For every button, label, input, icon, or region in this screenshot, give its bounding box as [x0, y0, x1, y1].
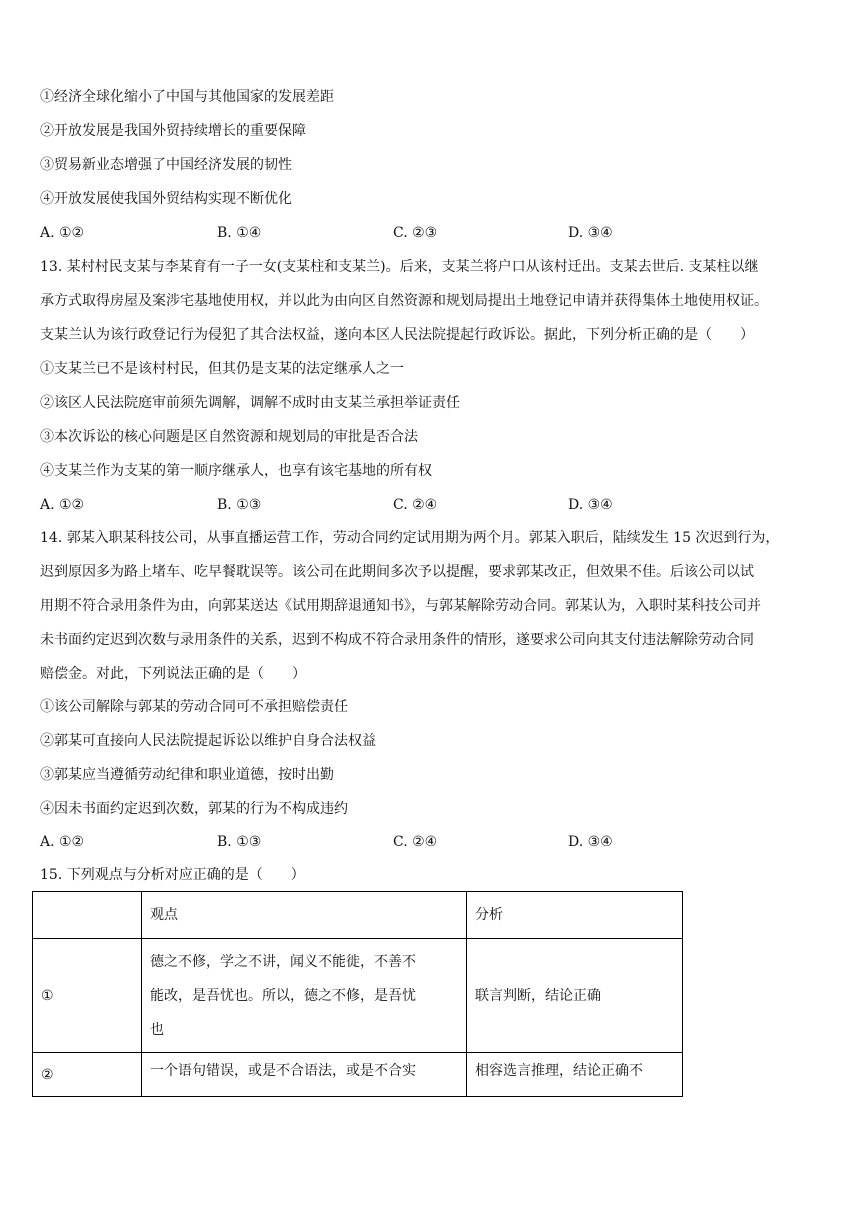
q13-option-d[interactable]: D. ③④ [568, 497, 613, 513]
row-analysis: 联言判断，结论正确 [467, 939, 683, 1053]
q13-statement-4: ④支某兰作为支某的第一顺序继承人，也享有该宅基地的所有权 [40, 463, 432, 479]
q14-option-c[interactable]: C. ②④ [393, 834, 438, 850]
q13-option-a[interactable]: A. ①② [40, 497, 85, 513]
q12-option-d[interactable]: D. ③④ [568, 225, 613, 241]
q15-table [32, 891, 683, 1097]
row-view-line: 能改，是吾忧也。所以，德之不修，是吾忧 [150, 987, 416, 1004]
table-header-analysis: 分析 [467, 892, 683, 939]
q14-stem-line-5: 赔偿金。对此，下列说法正确的是（ ） [40, 666, 306, 682]
q15-stem: 15. 下列观点与分析对应正确的是（ ） [40, 867, 305, 883]
q12-statement-2: ②开放发展是我国外贸持续增长的重要保障 [40, 123, 306, 139]
row-view-line: 也 [150, 1021, 164, 1038]
q14-option-a[interactable]: A. ①② [40, 834, 85, 850]
table-header-empty [33, 892, 142, 939]
q13-stem-line-1: 13. 某村村民支某与李某育有一子一女(支某柱和支某兰)。后来，支某兰将户口从该村迁出。支某去世后. 支某柱以继 [40, 259, 759, 275]
row-view [142, 1053, 467, 1097]
q12-statement-4: ④开放发展使我国外贸结构实现不断优化 [40, 191, 292, 207]
q14-stem-line-1: 14. 郭某入职某科技公司，从事直播运营工作，劳动合同约定试用期为两个月。郭某入职后，陆续发生 15 次迟到行为， [40, 530, 780, 546]
table-row [33, 939, 683, 1053]
q13-statement-1: ①支某兰已不是该村村民，但其仍是支某的法定继承人之一 [40, 361, 404, 377]
q13-statement-2: ②该区人民法院庭审前须先调解，调解不成时由支某兰承担举证责任 [40, 395, 460, 411]
q14-statement-2: ②郭某可直接向人民法院提起诉讼以维护自身合法权益 [40, 733, 376, 749]
q12-options [40, 223, 800, 243]
q14-option-b[interactable]: B. ①③ [217, 834, 262, 850]
row-analysis [467, 1053, 683, 1097]
q14-statement-3: ③郭某应当遵循劳动纪律和职业道德，按时出勤 [40, 767, 334, 783]
q14-options [40, 832, 800, 852]
table-header-view: 观点 [142, 892, 467, 939]
q14-stem-line-2: 迟到原因多为路上堵车、吃早餐耽误等。该公司在此期间多次予以提醒，要求郭某改正，但效果不佳。后该公司以试 [40, 564, 754, 580]
q13-statement-3: ③本次诉讼的核心问题是区自然资源和规划局的审批是否合法 [40, 429, 418, 445]
q14-option-d[interactable]: D. ③④ [568, 834, 613, 850]
row-analysis-text: 相容选言推理，结论正确不 [475, 1062, 643, 1079]
q12-option-a[interactable]: A. ①② [40, 225, 85, 241]
q12-statement-1: ①经济全球化缩小了中国与其他国家的发展差距 [40, 89, 334, 105]
row-number: ② [33, 1053, 142, 1097]
q13-option-b[interactable]: B. ①③ [217, 497, 262, 513]
table-row [33, 1053, 683, 1097]
q14-statement-4: ④因未书面约定迟到次数，郭某的行为不构成违约 [40, 801, 348, 817]
q12-option-c[interactable]: C. ②③ [393, 225, 438, 241]
table-header-row [33, 892, 683, 939]
q14-statement-1: ①该公司解除与郭某的劳动合同可不承担赔偿责任 [40, 699, 348, 715]
q14-stem-line-4: 未书面约定迟到次数与录用条件的关系，迟到不构成不符合录用条件的情形，遂要求公司向其支付违法解除劳动合同 [40, 632, 754, 648]
q13-stem-line-3: 支某兰认为该行政登记行为侵犯了其合法权益，遂向本区人民法院提起行政诉讼。据此，下列分析正确的是（ ） [40, 327, 754, 343]
q13-option-c[interactable]: C. ②④ [393, 497, 438, 513]
q14-stem-line-3: 用期不符合录用条件为由，向郭某送达《试用期辞退通知书》，与郭某解除劳动合同。郭某认为，入职时某科技公司并 [40, 598, 761, 614]
row-number: ① [33, 939, 142, 1053]
q12-statement-3: ③贸易新业态增强了中国经济发展的韧性 [40, 157, 292, 173]
row-view-line: 德之不修，学之不讲，闻义不能徙，不善不 [150, 953, 416, 970]
row-view-line: 一个语句错误，或是不合语法，或是不合实 [150, 1062, 416, 1079]
q12-option-b[interactable]: B. ①④ [217, 225, 262, 241]
q13-options [40, 495, 800, 515]
q13-stem-line-2: 承方式取得房屋及案涉宅基地使用权，并以此为由向区自然资源和规划局提出土地登记申请并获得集体土地使用权证。 [40, 293, 768, 309]
row-view [142, 939, 467, 1053]
